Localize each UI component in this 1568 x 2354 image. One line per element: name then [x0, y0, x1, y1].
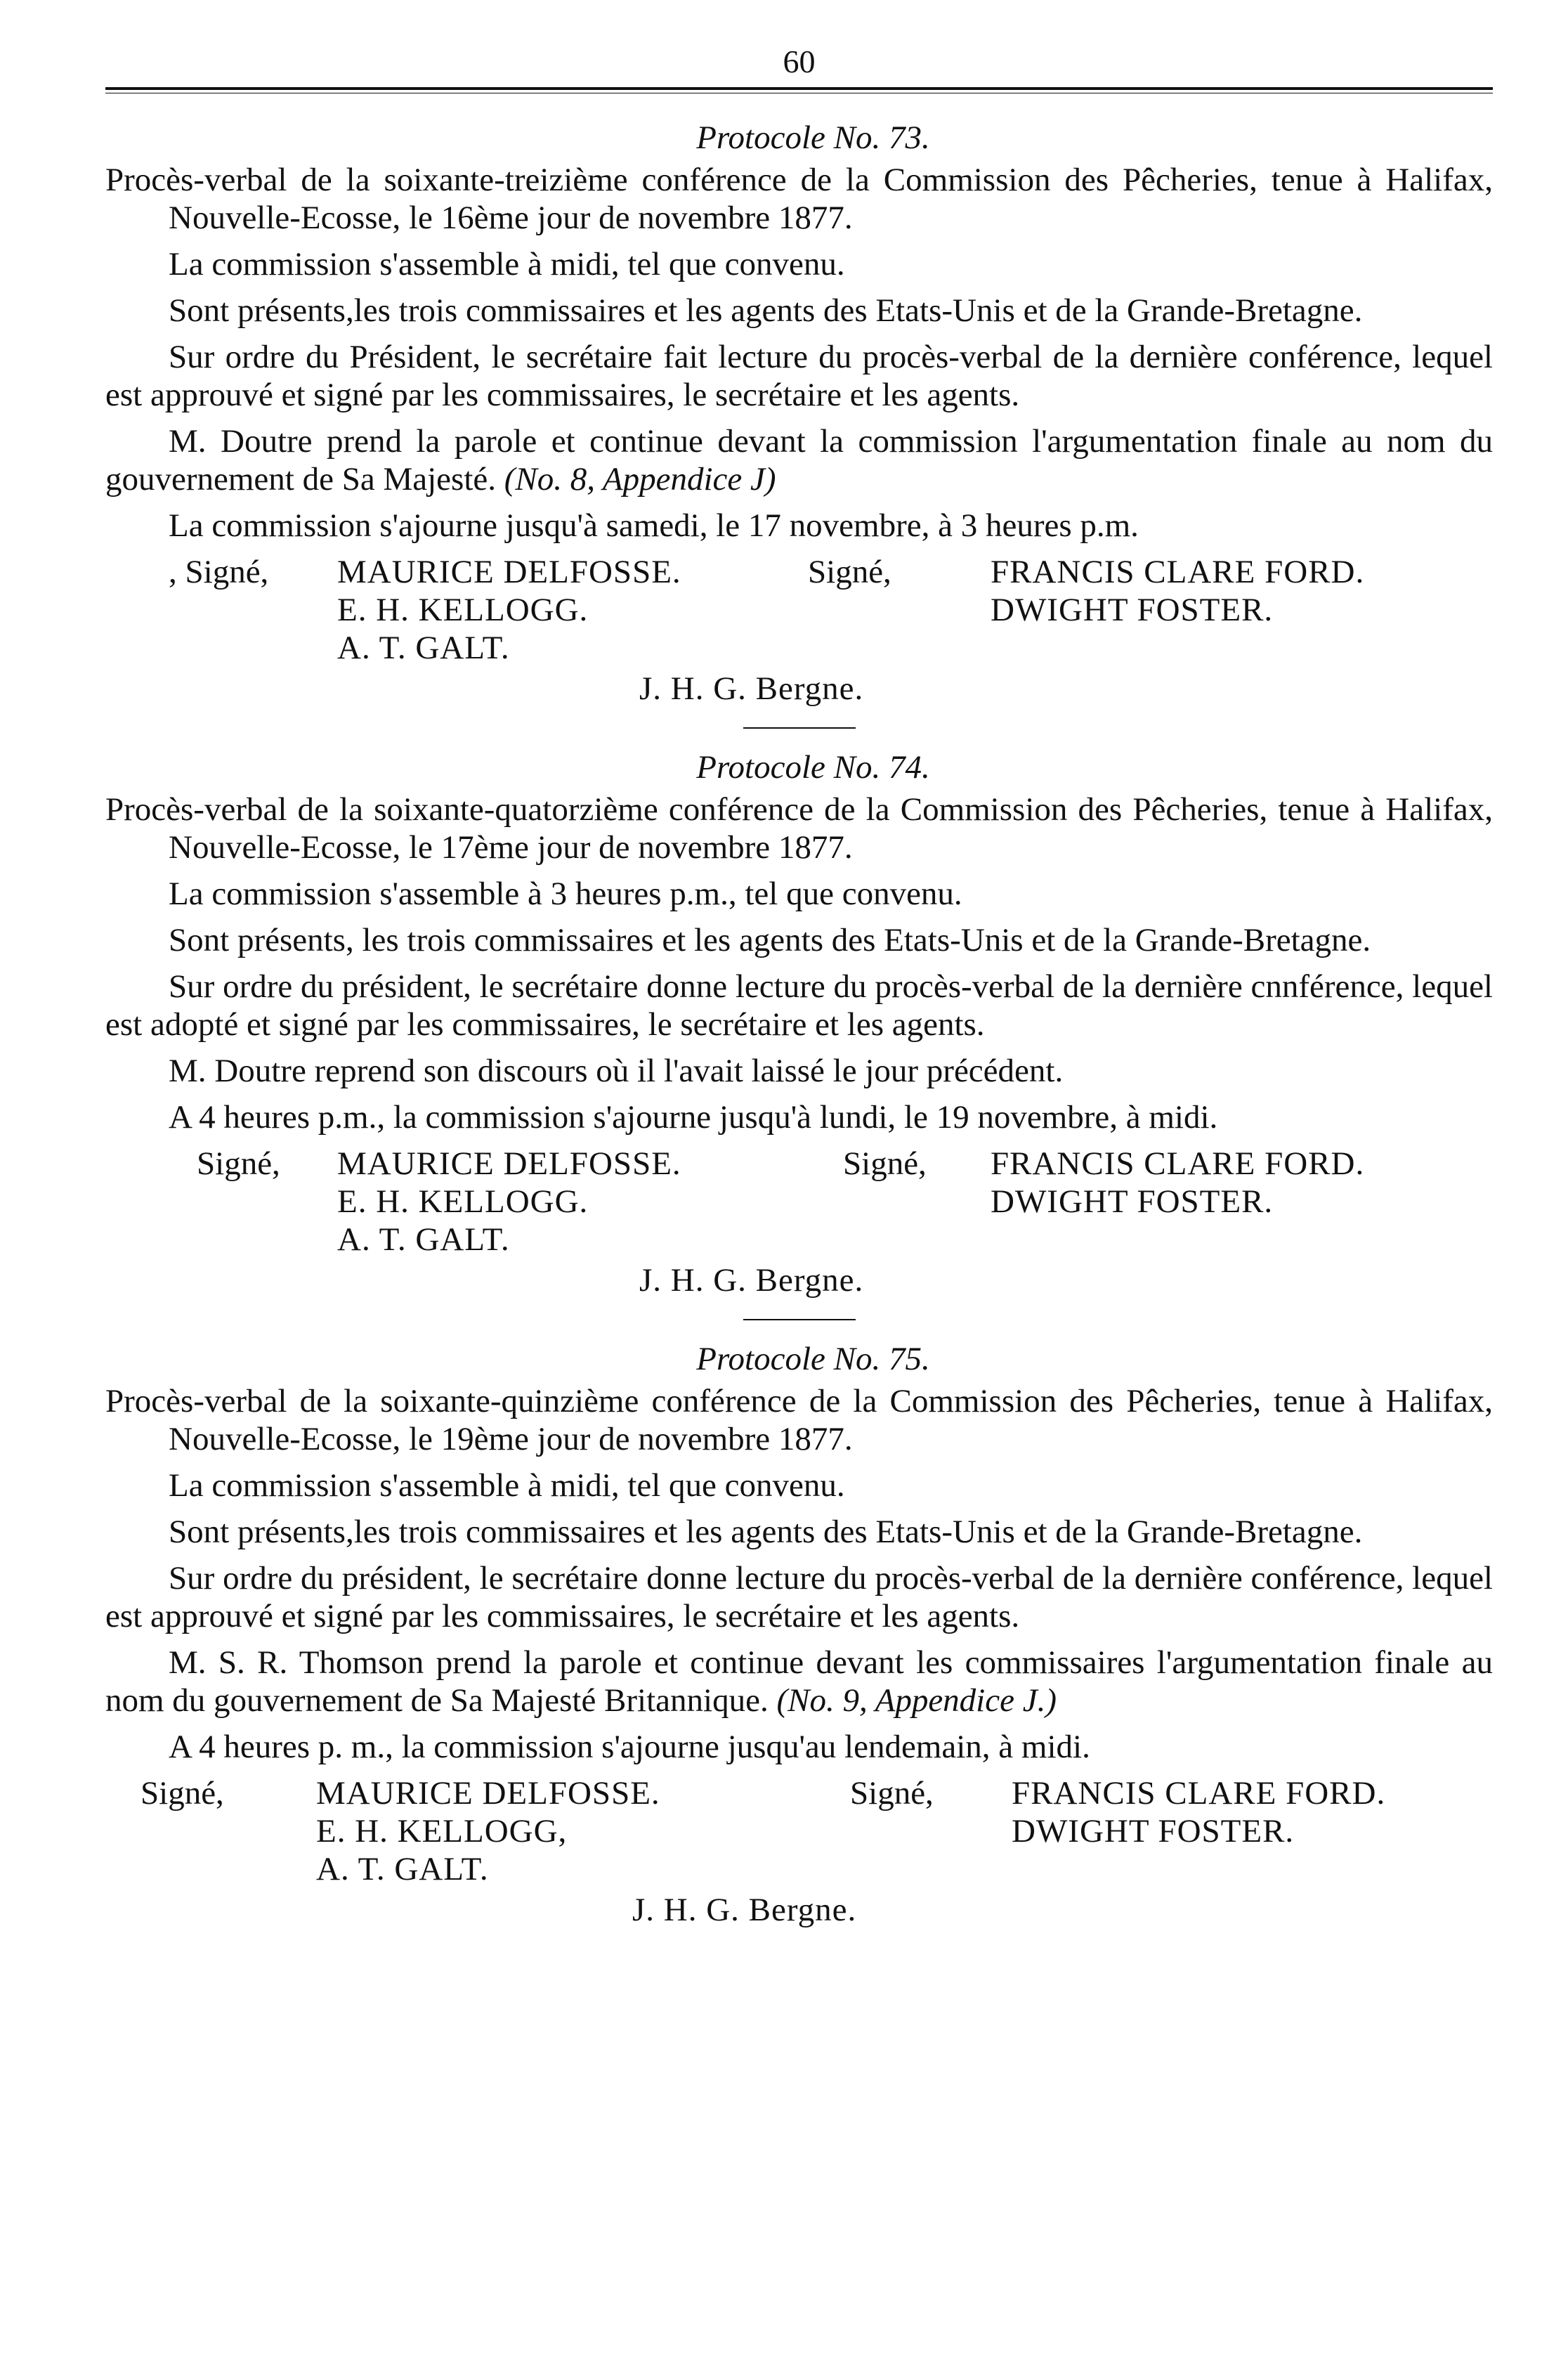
appendix-reference: (No. 8, Appendice J)	[504, 461, 776, 498]
signature-block	[105, 1145, 1493, 1303]
signe-label: Signé,	[808, 554, 891, 590]
paragraph: La commission s'assemble à 3 heures p.m., tel que convenu.	[169, 876, 962, 912]
protocol-heading: Procès-verbal de la soixante-quinzième conférence de la Commission des Pêcheries, tenue à Halifax, Nouvelle-Ecosse, le 19ème jour de novembre 1877.	[105, 1383, 1493, 1457]
signatory: E. H. KELLOGG.	[337, 1183, 589, 1220]
protocol-title: Protocole No. 75.	[696, 1341, 930, 1377]
paragraph	[105, 1644, 1493, 1719]
paragraph: La commission s'assemble à midi, tel que convenu.	[169, 246, 845, 282]
paragraph: A 4 heures p. m., la commission s'ajourne jusqu'au lendemain, à midi.	[169, 1729, 1090, 1765]
signatory: DWIGHT FOSTER.	[991, 1183, 1274, 1220]
paragraph: M. Doutre reprend son discours où il l'avait laissé le jour précédent.	[169, 1053, 1064, 1089]
protocol-title: Protocole No. 73.	[696, 119, 930, 156]
signatory: MAURICE DELFOSSE.	[337, 1145, 681, 1182]
page-number: 60	[783, 44, 816, 79]
signatory: MAURICE DELFOSSE.	[316, 1775, 660, 1812]
signatory: MAURICE DELFOSSE.	[337, 554, 681, 590]
signe-label: Signé,	[843, 1145, 927, 1182]
protocol-heading: Procès-verbal de la soixante-treizième conférence de la Commission des Pêcheries, tenue à Halifax, Nouvelle-Ecosse, le 16ème jour de novembre 1877.	[105, 162, 1493, 236]
signatory: A. T. GALT.	[337, 630, 510, 666]
signature-block	[105, 553, 1493, 712]
paragraph: Sur ordre du président, le secrétaire donne lecture du procès-verbal de la dernière cnnférence, lequel est adopté et signé par les commissaires, le secrétaire et les agents.	[105, 968, 1493, 1043]
signatory: A. T. GALT.	[337, 1221, 510, 1258]
protocol-heading: Procès-verbal de la soixante-quatorzième conférence de la Commission des Pêcheries, tenue à Halifax, Nouvelle-Ecosse, le 17ème jour de novembre 1877.	[105, 791, 1493, 866]
protocol-74	[105, 748, 1493, 1320]
header-rule	[105, 87, 1493, 93]
paragraph: Sont présents,les trois commissaires et les agents des Etats-Unis et de la Grande-Bretagne.	[169, 292, 1363, 329]
secretary-signature: J. H. G. Bergne.	[639, 670, 864, 707]
signatory: A. T. GALT.	[316, 1851, 489, 1887]
paragraph: La commission s'assemble à midi, tel que convenu.	[169, 1467, 845, 1504]
signatory: FRANCIS CLARE FORD.	[991, 1145, 1365, 1182]
paragraph: Sur ordre du président, le secrétaire donne lecture du procès-verbal de la dernière conférence, lequel est approuvé et signé par les commissaires, le secrétaire et les agents.	[105, 1560, 1493, 1634]
page	[105, 41, 1493, 1942]
appendix-reference: (No. 9, Appendice J.)	[776, 1682, 1057, 1719]
signatory: FRANCIS CLARE FORD.	[1012, 1775, 1386, 1812]
signature-block	[105, 1774, 1493, 1933]
signe-label: Signé,	[850, 1775, 934, 1812]
paragraph	[105, 422, 1493, 498]
signatory: DWIGHT FOSTER.	[1012, 1813, 1295, 1849]
signe-label: , Signé,	[169, 554, 269, 590]
protocol-75	[105, 1340, 1493, 1933]
signe-label: Signé,	[141, 1775, 224, 1812]
paragraph: Sont présents,les trois commissaires et les agents des Etats-Unis et de la Grande-Bretagne.	[169, 1514, 1363, 1550]
paragraph: Sont présents, les trois commissaires et les agents des Etats-Unis et de la Grande-Bretagne.	[169, 922, 1371, 958]
paragraph-text: M. S. R. Thomson prend la parole et continue devant les commissaires l'argumentation finale au nom du gouvernement de Sa Majesté Britannique.	[105, 1644, 1493, 1719]
signatory: DWIGHT FOSTER.	[991, 592, 1274, 628]
secretary-signature: J. H. G. Bergne.	[639, 1262, 864, 1299]
signatory: FRANCIS CLARE FORD.	[991, 554, 1365, 590]
secretary-signature: J. H. G. Bergne.	[632, 1892, 857, 1928]
protocol-73	[105, 119, 1493, 729]
section-divider	[743, 727, 856, 729]
signatory: E. H. KELLOGG.	[337, 592, 589, 628]
protocol-title: Protocole No. 74.	[696, 749, 930, 786]
paragraph: La commission s'ajourne jusqu'à samedi, le 17 novembre, à 3 heures p.m.	[169, 507, 1139, 544]
paragraph: A 4 heures p.m., la commission s'ajourne jusqu'à lundi, le 19 novembre, à midi.	[169, 1099, 1218, 1136]
section-divider	[743, 1319, 856, 1320]
paragraph-text: M. Doutre prend la parole et continue devant la commission l'argumentation finale au nom du gouvernement de Sa Majesté.	[105, 423, 1493, 498]
signe-label: Signé,	[197, 1145, 280, 1182]
paragraph: Sur ordre du Président, le secrétaire fait lecture du procès-verbal de la dernière conférence, lequel est approuvé et signé par les commissaires, le secrétaire et les agents.	[105, 339, 1493, 413]
signatory: E. H. KELLOGG,	[316, 1813, 568, 1849]
